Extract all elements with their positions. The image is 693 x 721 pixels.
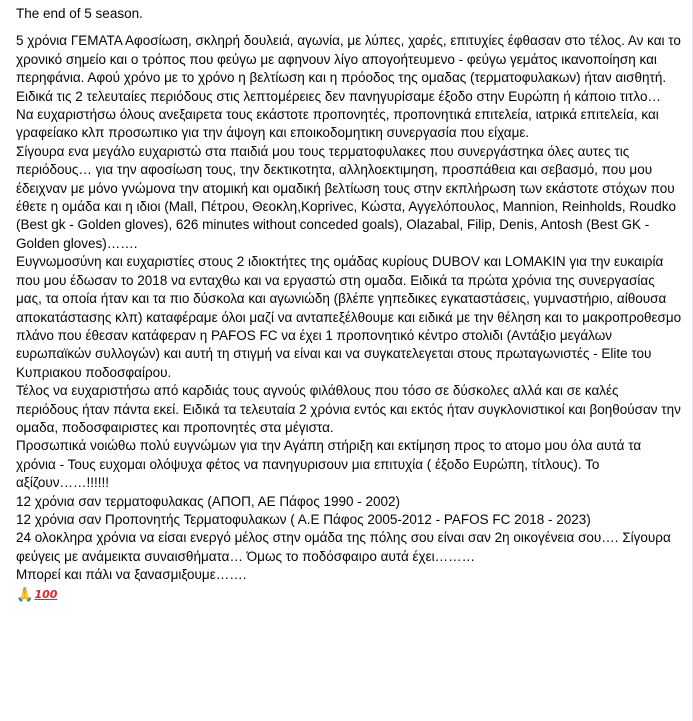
post-paragraph-thanks-staff: Να ευχαριστήσω όλους ανεξαιρετα τους εκάστοτε προπονητές, προπονητικά επιτελεία, ιατρικά επιτελεία, και γραφείακο κλπ προσωπικο για την άψογη και εποικοδομητικη συνεργασία που είχαμε. [16, 107, 659, 141]
post-paragraph-thanks-goalkeepers: Σίγουρα ενα μεγάλο ευχαριστώ στα παιδιά μου τους τερματοφυλακες που συνεργάστηκα όλες αυτες τις περιόδους… για την αφοσίωση τους, την δεκτικοτητα, αλληλοεκτιμηση, προσπάθεια και σεβασμό, που μου έδειχναν με μόνο γνώμονα την ατομική και ομαδική βελτίωση τους στην εκπλήρωση των εκάστοτε στόχων που έθετε η ομάδα και η ιδιοι (Mall, Πέτρου, Θεοκλη,Koprivec, Κώστα, Αγγελόπουλος, Mannion, Reinholds, Roudko (Best gk - Golden gloves), 626 minutes without conceded goals), Olazabal, Filip, Denis, Antosh (Best GK - Golden gloves)……. [16, 143, 676, 251]
post-paragraph-career-coach: 12 χρόνια σαν Προπονητής Τερματοφυλακων ( Α.Ε Πάφος 2005-2012 - PAFOS FC 2018 - 2023) [16, 511, 591, 527]
post-emoji-line [16, 586, 682, 606]
post-body [16, 5, 682, 606]
post-paragraph-personal: Προσωπικά νοιώθω πολύ ευγνώμων για την Αγάπη στήριξη και εκτίμηση προς το ατομο μου όλα αυτά τα χρόνια - Τους ευχομαι ολόψυχα φέτος να πανηγυρισουν μια επιτυχία ( έξοδο Ευρώπη, τίτλους). Το αξίζουν……!!!!!! [16, 438, 642, 491]
post-paragraph-intro: 5 χρόνια ΓΕΜΑΤΑ Αφοσίωση, σκληρή δουλειά, αγωνία, με λύπες, χαρές, επιτυχίες έφθασαν στο τέλος. Αν και το χρονικό σημείο και ο τρόπος που φεύγω με αφηνουν λίγο απογοήτευμενο - φεύγω γεμάτος ικανοποίηση και περηφάνια. Αφού χρόνο με το χρόνο η βελτίωση και η πρόοδος της ομαδας (τερματοφυλακων) ήταν αισθητή. Ειδικά τις 2 τελευταίες περιόδους στις λεπτομέρειες δεν πανηγυρίσαμε έξοδο στην Ευρώπη ή κάποιο τιτλο… [16, 33, 681, 104]
hundred-points-icon: 100 [34, 587, 58, 601]
post-paragraph-farewell: Μπορεί και πάλι να ξανασμιξουμε……. [16, 567, 247, 583]
folded-hands-icon: 🙏 [16, 586, 34, 603]
post-paragraph-thanks-owners: Ευγνωμοσύνη και ευχαριστίες στους 2 ιδιοκτήτες της ομάδας κυρίους DUBOV και LOMAKIN για την ευκαιρία που μου έδωσαν το 2018 να ενταχθω και να εργαστώ στη ομαδα. Ειδικά τα πρώτα χρόνια της συνεργασίας μας, τα οποία ήταν και τα πιο δύσκολα και αγωνιώδη (βλέπε γηπεδικες εγκαταστάσεις, γυμναστήριο, αίθουσα αποκατάστασης κλπ) καταφέραμε όλοι μαζί να ανταπεξέλθουμε και ειδικά με την θέληση και το μακροπροθεσμο πλάνο που έθεσαν κατάφεραν η PAFOS FC να έχει 1 προπονητικό κέντρο στολιδι (Αντάξιο μεγάλων ευρωπαϊκών συλλογών) και αυτή τη στιγμή να είναι και να συγκατελεγεται στους πρωταγωνιστές - Elite του Κυπριακου ποδοσφαίρου. [16, 254, 682, 380]
post-paragraph-career-player: 12 χρόνια σαν τερματοφυλακας (ΑΠΟΠ, ΑΕ Πάφος 1990 - 2002) [16, 493, 401, 509]
post-title: The end of 5 season. [16, 6, 143, 21]
post-paragraph-club-family: 24 ολοκληρα χρόνια να είσαι ενεργό μέλος στην ομάδα της πόλης σου είναι σαν 2η οικογένεια σου…. Σίγουρα φεύγεις με ανάμεικτα συναισθήματα… Όμως το ποδόσφαιρο αυτά έχει……… [16, 530, 671, 564]
post-paragraph-thanks-fans: Τέλος να ευχαριστήσω από καρδιάς τους αγνούς φιλάθλους που τόσο σε δύσκολες αλλά και σε καλές περιόδους ήταν πάντα εκεί. Ειδικά τα τελευταία 2 χρόνια εντός και εκτός ήταν συγκλονιστικοί και βοηθούσαν την ομαδα, ποδοσφαιριστες και προπονητές στα μέγιστα. [16, 383, 681, 435]
